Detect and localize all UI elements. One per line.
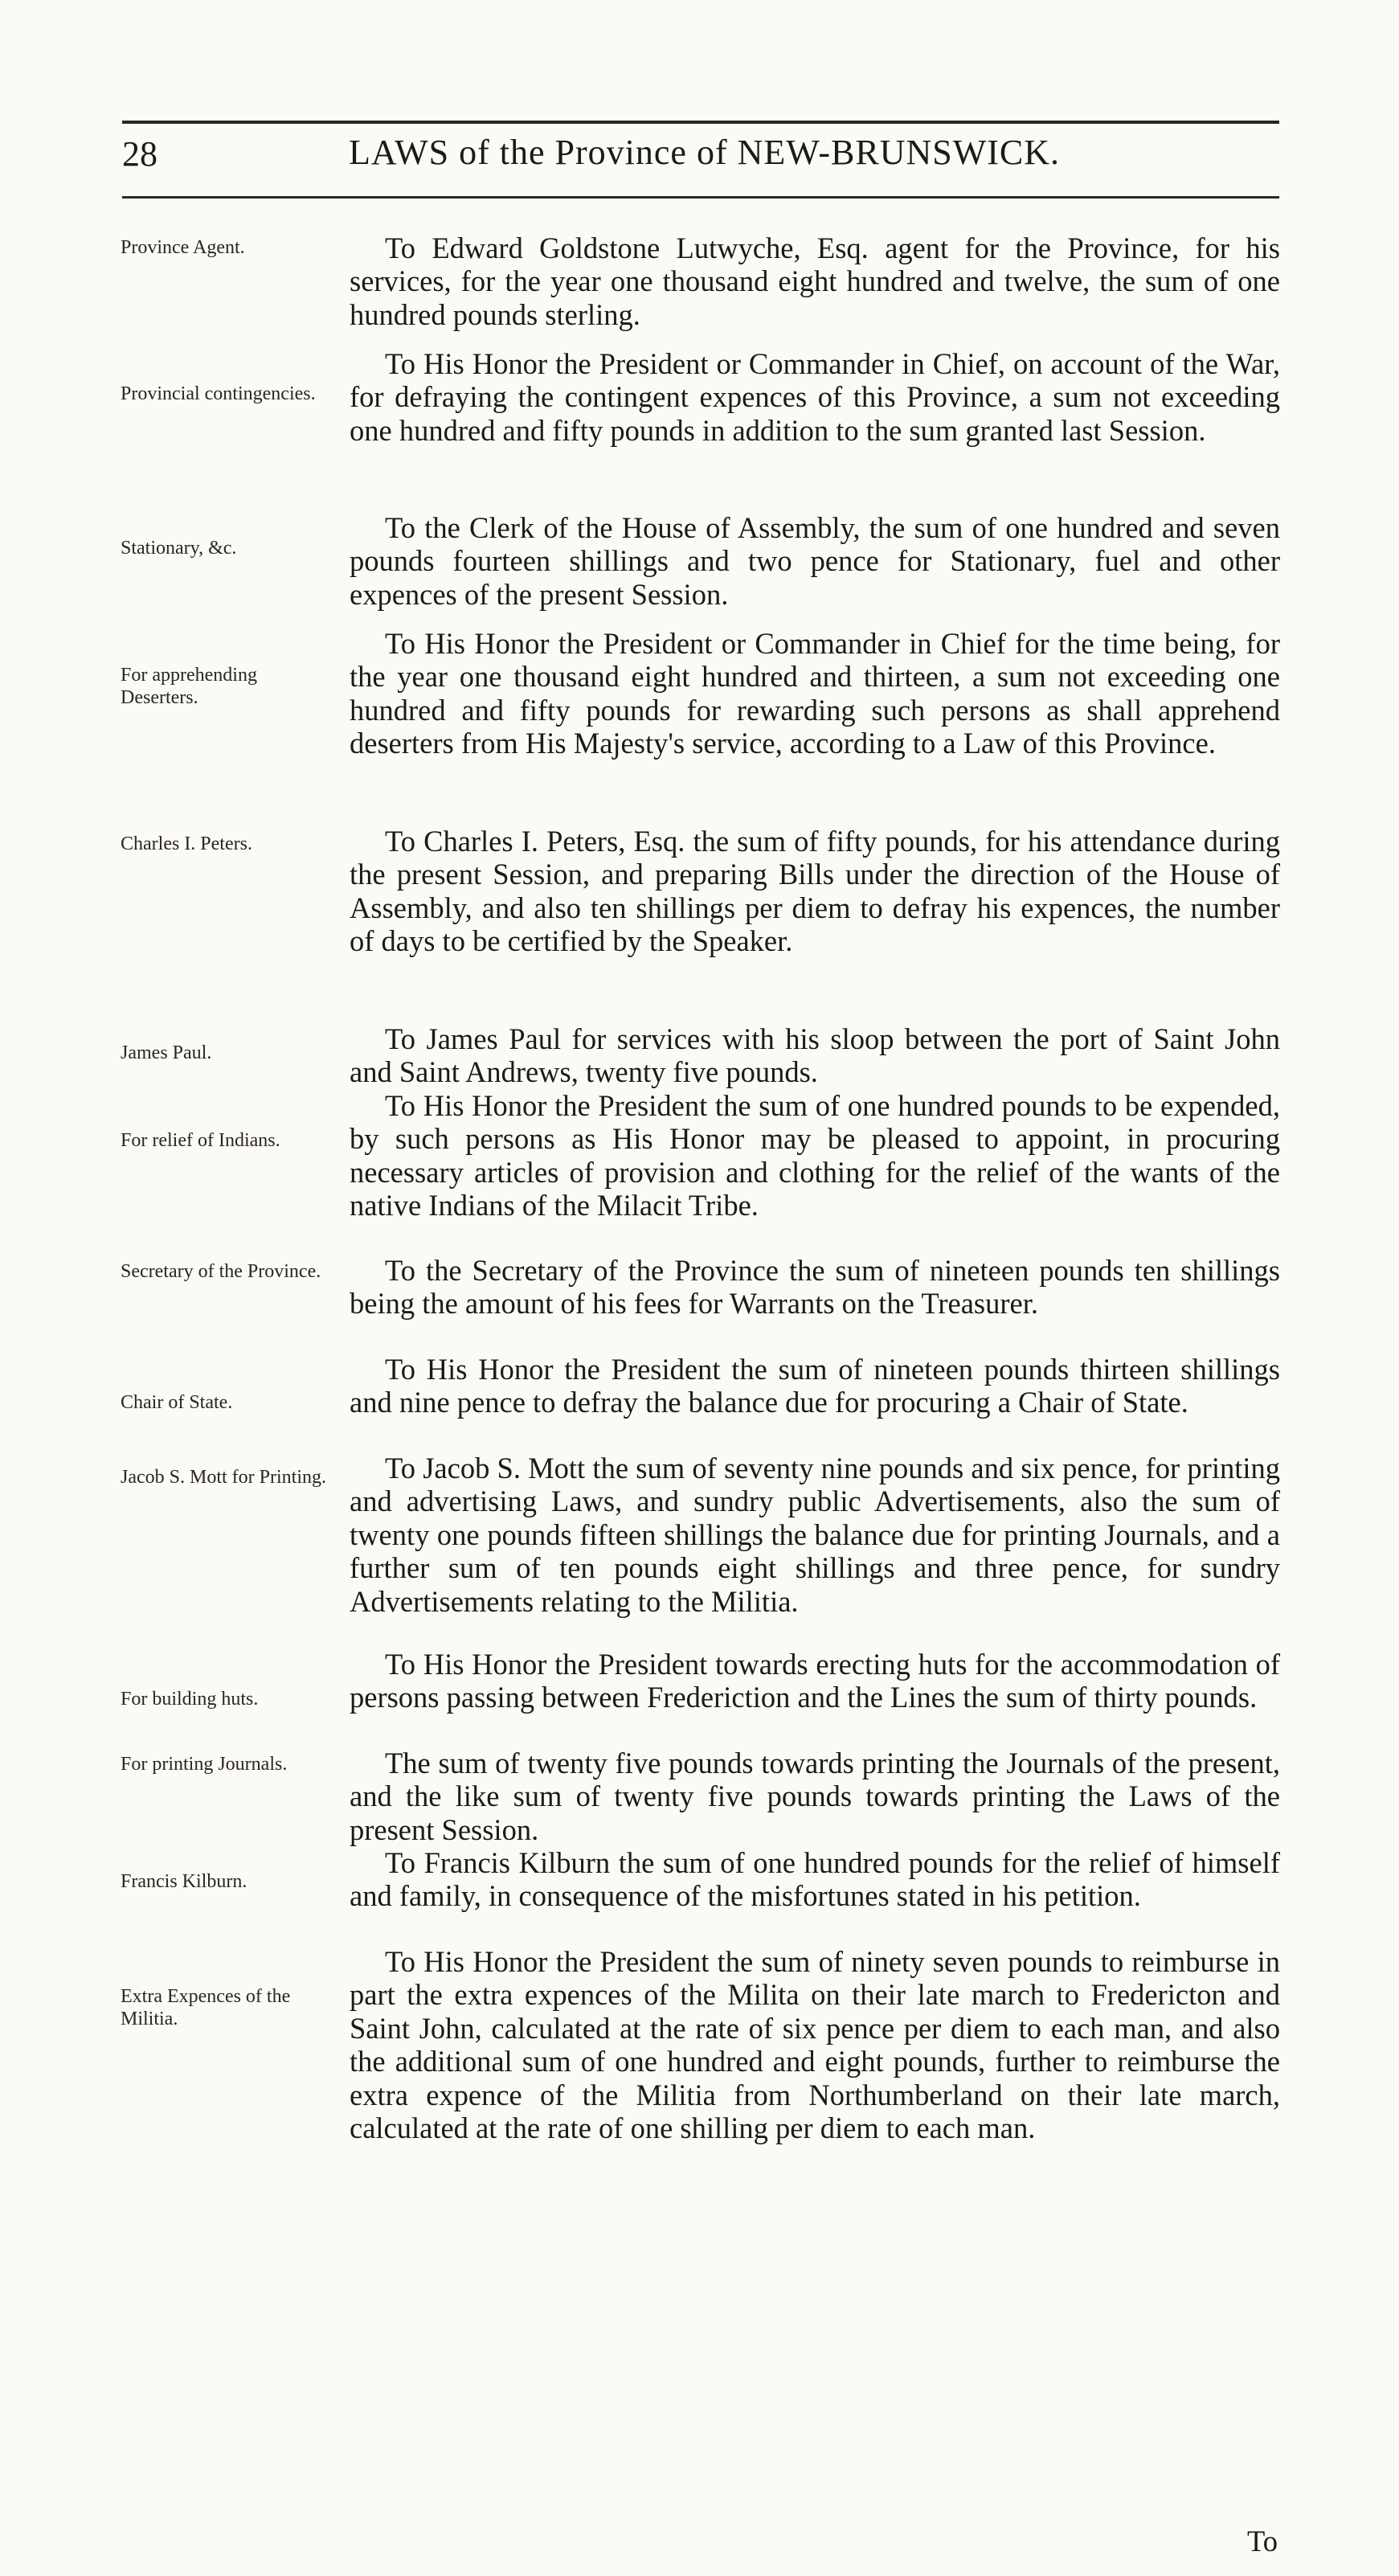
page-header [122, 129, 1279, 185]
margin-note: Jacob S. Mott for Printing. [121, 1467, 326, 1488]
catchword: To [1247, 2525, 1278, 2558]
running-head: LAWS of the Province of NEW-BRUNSWICK. [349, 133, 1061, 172]
margin-note: Francis Kilburn. [121, 1871, 247, 1892]
margin-note: Secretary of the Province. [121, 1261, 321, 1282]
entry-text: To His Honor the President the sum of ninety seven pounds to reimburse in part the extra expences of the Milita on their late march to Fredericton and Saint John, calculated at the rate of six pence per diem to each man, and also the additional sum of one hundred and eight pounds, further to reimburse the extra expence of the Militia from Northumberland on their late march, calculated at the rate of one shilling per diem to each man. [350, 1945, 1280, 2145]
entry-text: To His Honor the President or Commander in Chief, on account of the War, for defraying the contingent expences of this Province, a sum not exceeding one hundred and fifty pounds in addition to the sum granted last Session. [350, 347, 1280, 447]
entry-text: To Jacob S. Mott the sum of seventy nine pounds and six pence, for printing and advertising Laws, and sundry public Advertisements, also the sum of twenty one pounds fifteen shillings the balance due for printing Journals, and a further sum of ten pounds eight shillings and three pence, for sundry Advertisements relating to the Militia. [350, 1452, 1280, 1618]
margin-note: For apprehending Deserters. [121, 665, 257, 708]
entry-text: To the Clerk of the House of Assembly, the sum of one hundred and seven pounds fourteen shillings and two pence for Stationary, fuel and other expences of the present Session. [350, 511, 1280, 611]
entry-text: To the Secretary of the Province the sum of nineteen pounds ten shillings being the amount of his fees for Warrants on the Treasurer. [350, 1254, 1280, 1321]
margin-note: James Paul. [121, 1042, 212, 1063]
entry-text: To His Honor the President or Commander in Chief for the time being, for the year one thousand eight hundred and thirteen, a sum not exceeding one hundred and fifty pounds for rewarding such persons as shall apprehend deserters from His Majesty's service, according to a Law of this Province. [350, 627, 1280, 760]
margin-note: For printing Journals. [121, 1754, 288, 1775]
margin-note: Provincial contingencies. [121, 383, 316, 404]
entry-text: To His Honor the President the sum of nineteen pounds thirteen shillings and nine pence to defray the balance due for procuring a Chair of State. [350, 1353, 1280, 1419]
margin-note: Stationary, &c. [121, 538, 237, 559]
margin-note: Charles I. Peters. [121, 833, 252, 854]
entry-text: To His Honor the President towards erecting huts for the accommodation of persons passing between Frederiction and the Lines the sum of thirty pounds. [350, 1648, 1280, 1714]
margin-note: For building huts. [121, 1689, 259, 1710]
margin-note: Chair of State. [121, 1392, 233, 1413]
margin-note: Province Agent. [121, 237, 245, 258]
entry-text: To Francis Kilburn the sum of one hundred pounds for the relief of himself and family, in consequence of the misfortunes stated in his petition. [350, 1846, 1280, 1913]
entry-text: To James Paul for services with his sloop between the port of Saint John and Saint Andrews, twenty five pounds. [350, 1022, 1280, 1089]
page-number: 28 [122, 134, 157, 174]
top-rule [122, 121, 1279, 124]
entry-text: To His Honor the President the sum of one hundred pounds to be expended, by such persons as His Honor may be pleased to appoint, in procuring necessary articles of provision and clothing for the relief of the wants of the native Indians of the Milacit Tribe. [350, 1089, 1280, 1222]
entry-text: To Edward Goldstone Lutwyche, Esq. agent for the Province, for his services, for the year one thousand eight hundred and twelve, the sum of one hundred pounds sterling. [350, 231, 1280, 331]
header-rule [122, 196, 1279, 199]
margin-note: Extra Expences of the Militia. [121, 1986, 291, 2029]
entry-text: To Charles I. Peters, Esq. the sum of fifty pounds, for his attendance during the present Session, and preparing Bills under the direction of the House of Assembly, and also ten shillings per diem to defray his expences, the number of days to be certified by the Speaker. [350, 825, 1280, 958]
entry-text: The sum of twenty five pounds towards printing the Journals of the present, and the like sum of twenty five pounds towards printing the Laws of the present Session. [350, 1747, 1280, 1846]
margin-note: For relief of Indians. [121, 1130, 280, 1151]
